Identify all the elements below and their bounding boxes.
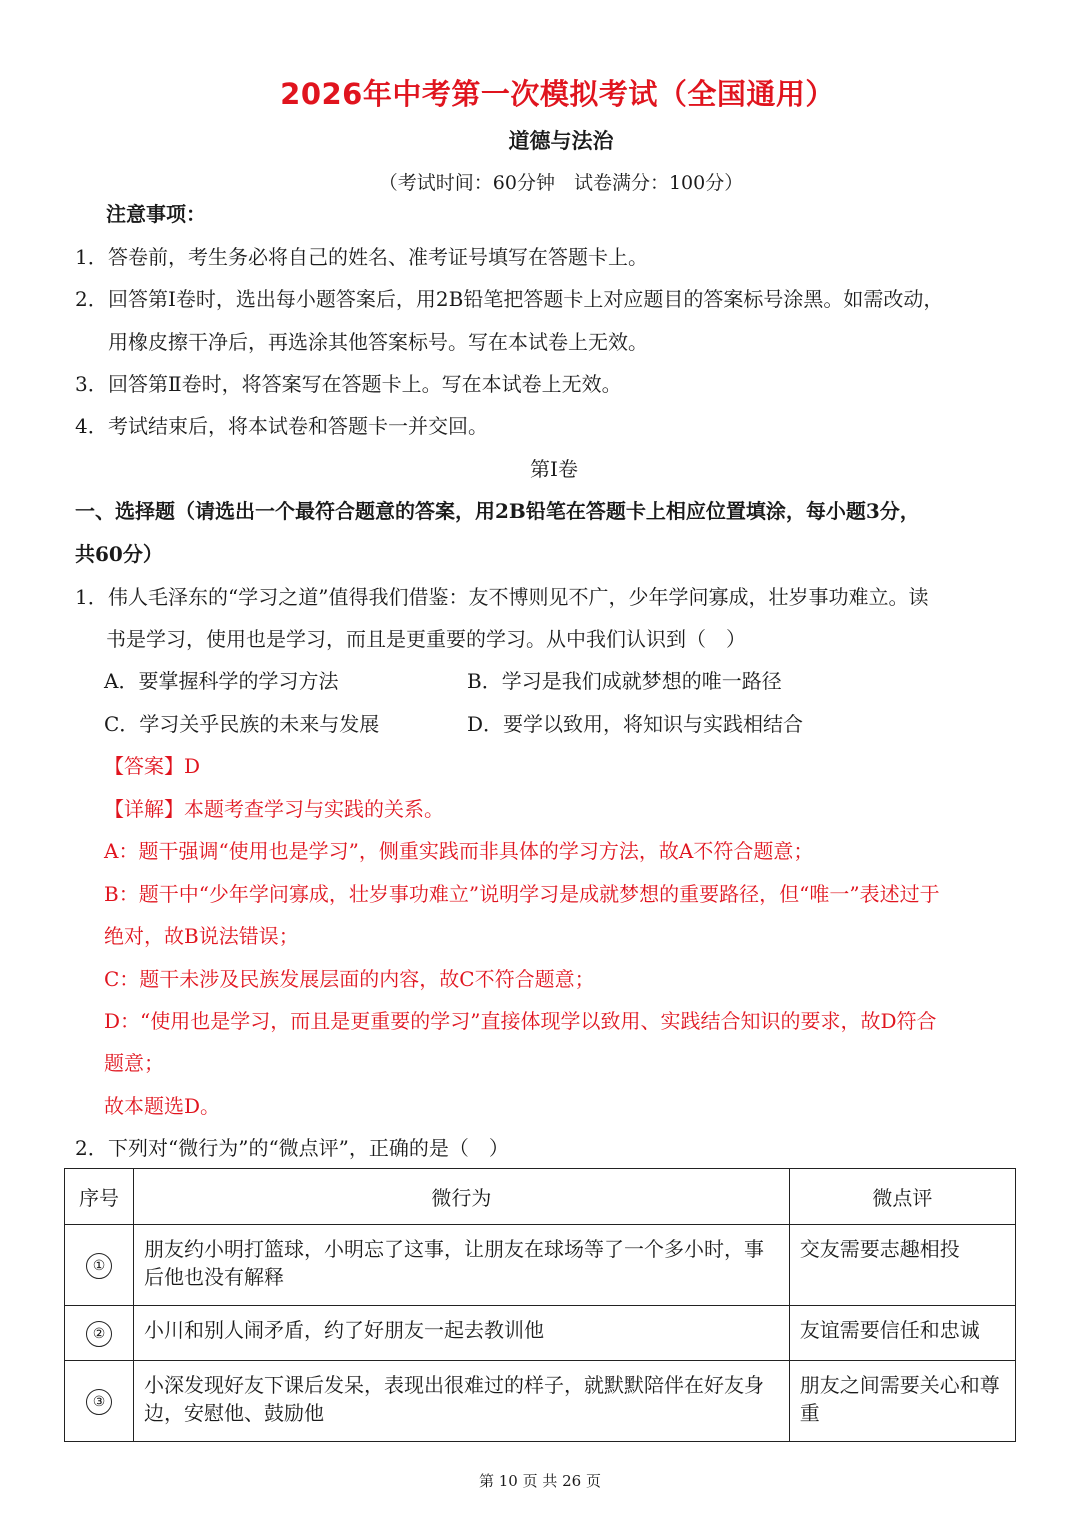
table-header-row: [65, 1169, 1016, 1225]
explain-c: C：题干未涉及民族发展层面的内容，故C不符合题意；: [104, 967, 595, 991]
behavior-cell: 小深发现好友下课后发呆，表现出很难过的样子，就默默陪伴在好友身边，安慰他、鼓励他: [133, 1361, 789, 1442]
answer-line: 【答案】D: [104, 754, 201, 778]
exam-title: 2026年中考第一次模拟考试（全国通用）: [280, 77, 835, 111]
detail-line: 【详解】本题考查学习与实践的关系。: [104, 797, 444, 821]
row-number-cell: [65, 1225, 134, 1306]
explain-d: D：“使用也是学习，而且是更重要的学习”直接体现学以致用、实践结合知识的要求，故D符合: [104, 1009, 937, 1033]
volume-label: 第Ⅰ卷: [530, 457, 578, 481]
note-item-2: [75, 285, 943, 313]
explain-d-continued: 题意；: [104, 1051, 164, 1075]
header-number: 序号: [65, 1169, 134, 1225]
row-number: ③: [86, 1389, 112, 1415]
explain-b: B：题干中“少年学问寡成，壮岁事功难立”说明学习是成就梦想的重要路径，但“唯一”表述过于: [104, 882, 940, 906]
comment-cell: 朋友之间需要关心和尊重: [789, 1361, 1015, 1442]
micro-behavior-table: [64, 1168, 1016, 1442]
row-number-cell: [65, 1361, 134, 1442]
note-number: 3．: [75, 372, 108, 396]
note-number: 4．: [75, 414, 108, 438]
note-item-2-continued: 用橡皮擦干净后，再选涂其他答案标号。写在本试卷上无效。: [108, 330, 648, 354]
note-number: 1．: [75, 245, 108, 269]
table-row: [65, 1225, 1016, 1306]
subject-title: 道德与法治: [508, 129, 614, 153]
row-number: ②: [86, 1321, 112, 1347]
notes-heading: 注意事项：: [106, 202, 206, 226]
explain-a: A：题干强调“使用也是学习”，侧重实践而非具体的学习方法，故A不符合题意；: [104, 839, 814, 863]
exam-info: （考试时间：60分钟 试卷满分：100分）: [378, 172, 744, 194]
note-item-4: [75, 412, 488, 440]
option-d: D．要学以致用，将知识与实践相结合: [467, 712, 804, 736]
section-heading: 一、选择题（请选出一个最符合题意的答案，用2B铅笔在答题卡上相应位置填涂，每小题3分，: [75, 499, 920, 523]
question-number: 2．: [75, 1136, 108, 1160]
header-behavior: 微行为: [133, 1169, 789, 1225]
question-text: 伟人毛泽东的“学习之道”值得我们借鉴：友不博则见不广，少年学问寡成，壮岁事功难立。读: [108, 585, 929, 609]
page-footer: 第 10 页 共 26 页: [478, 1472, 601, 1490]
option-a: A．要掌握科学的学习方法: [104, 669, 339, 693]
row-number: ①: [86, 1253, 112, 1279]
table-row: [65, 1361, 1016, 1442]
section-heading-continued: 共60分）: [75, 542, 163, 566]
comment-cell: 友谊需要信任和忠诚: [789, 1306, 1015, 1361]
question-text: 下列对“微行为”的“微点评”，正确的是（ ）: [108, 1136, 509, 1160]
note-text: 回答第Ⅰ卷时，选出每小题答案后，用2B铅笔把答题卡上对应题目的答案标号涂黑。如需改动，: [108, 287, 944, 311]
behavior-cell: 朋友约小明打篮球，小明忘了这事，让朋友在球场等了一个多小时，事后他也没有解释: [133, 1225, 789, 1306]
note-text: 答卷前，考生务必将自己的姓名、准考证号填写在答题卡上。: [108, 245, 648, 269]
note-text: 考试结束后，将本试卷和答题卡一并交回。: [108, 414, 488, 438]
row-number-cell: [65, 1306, 134, 1361]
table-row: [65, 1306, 1016, 1361]
conclusion-line: 故本题选D。: [104, 1094, 221, 1118]
note-item-3: [75, 370, 622, 398]
behavior-cell: 小川和别人闹矛盾，约了好朋友一起去教训他: [133, 1306, 789, 1361]
comment-cell: 交友需要志趣相投: [789, 1225, 1015, 1306]
question-1-stem: [75, 583, 928, 611]
explain-b-continued: 绝对，故B说法错误；: [104, 924, 299, 948]
question-2-stem: [75, 1134, 509, 1162]
note-number: 2．: [75, 287, 108, 311]
question-1-stem-continued: 书是学习，使用也是学习，而且是更重要的学习。从中我们认识到（ ）: [106, 627, 746, 651]
header-comment: 微点评: [789, 1169, 1015, 1225]
note-item-1: [75, 243, 648, 271]
note-text: 回答第Ⅱ卷时，将答案写在答题卡上。写在本试卷上无效。: [108, 372, 622, 396]
option-b: B．学习是我们成就梦想的唯一路径: [467, 669, 782, 693]
question-number: 1．: [75, 585, 108, 609]
option-c: C．学习关乎民族的未来与发展: [104, 712, 380, 736]
